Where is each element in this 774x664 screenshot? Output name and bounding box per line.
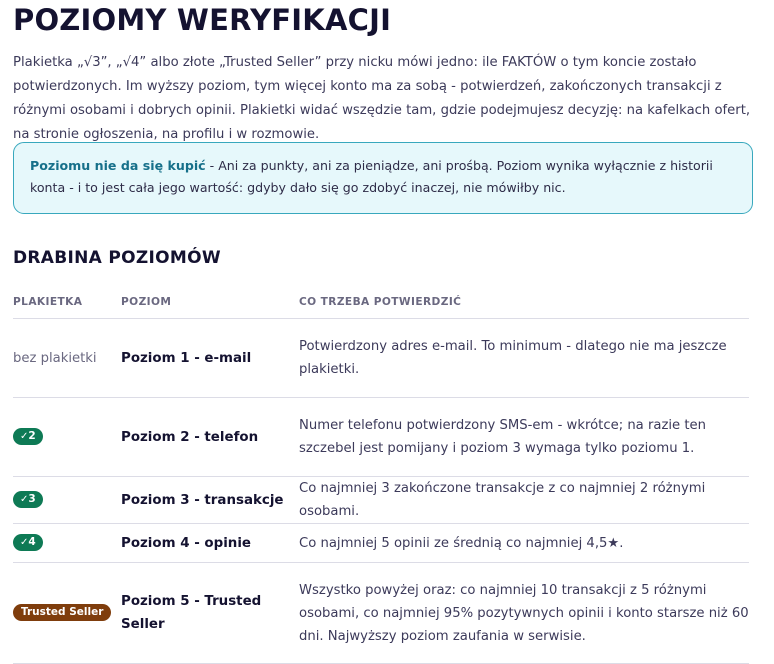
- page-title: POZIOMY WERYFIKACJI: [13, 3, 392, 37]
- level-requirement: Co najmniej 3 zakończone transakcje z co najmniej 2 różnymi osobami.: [299, 477, 749, 524]
- badge-number: 2: [28, 430, 36, 442]
- level-requirement: Co najmniej 5 opinii ze średnią co najmniej 4,5★.: [299, 524, 749, 563]
- check-icon: ✓: [20, 494, 29, 505]
- level-name: Poziom 2 - telefon: [121, 398, 299, 477]
- badge-cell: [13, 524, 121, 563]
- badge-cell: [13, 563, 121, 664]
- table-row: [13, 319, 749, 398]
- trusted-seller-badge: Trusted Seller: [13, 604, 111, 621]
- level-requirement: Potwierdzony adres e-mail. To minimum - dlatego nie ma jeszcze plakietki.: [299, 319, 749, 398]
- level-name: Poziom 3 - transakcje: [121, 477, 299, 524]
- level-requirement: Wszystko powyżej oraz: co najmniej 10 transakcji z 5 różnymi osobami, co najmniej 95% pozytywnych opinii i konto starsze niż 60 dni. Najwyższy poziom zaufania w serwisie.: [299, 563, 749, 664]
- level-name: Poziom 1 - e-mail: [121, 319, 299, 398]
- badge-number: 4: [28, 536, 36, 548]
- badge-cell: [13, 477, 121, 524]
- callout-text: - Ani za punkty, ani za pieniądze, ani prośbą. Poziom wynika wyłącznie z historii konta - i to jest cała jego wartość: gdyby dało się go zdobyć inaczej, nie mówiłby nic.: [30, 158, 713, 195]
- badge-number: 3: [28, 493, 36, 505]
- header-requirement: CO TRZEBA POTWIERDZIĆ: [299, 286, 749, 319]
- level-name: Poziom 4 - opinie: [121, 524, 299, 563]
- badge-cell: [13, 319, 121, 398]
- intro-paragraph: Plakietka „√3”, „√4” albo złote „Trusted Seller” przy nicku mówi jedno: ile FAKTÓW o tym koncie zostało potwierdzonych. Im wyższy poziom, tym więcej konto ma za sobą - potwierdzeń, zakończonych transakcji z różnymi osobami i dobrych opinii. Plakietki widać wszędzie tam, gdzie podejmujesz decyzję: na kafelkach ofert, na stronie ogłoszenia, na profilu i w rozmowie.: [13, 55, 751, 142]
- levels-table: [13, 286, 749, 664]
- table-row: [13, 563, 749, 664]
- level-requirement: Numer telefonu potwierdzony SMS-em - wkrótce; na razie ten szczebel jest pomijany i poziom 3 wymaga tylko poziomu 1.: [299, 398, 749, 477]
- table-row: [13, 524, 749, 563]
- level-badge: [13, 534, 43, 551]
- badge-cell: [13, 398, 121, 477]
- check-icon: ✓: [20, 537, 29, 548]
- level-badge: [13, 491, 43, 508]
- ladder-title: DRABINA POZIOMÓW: [13, 248, 221, 268]
- level-badge: [13, 428, 43, 445]
- level-name: Poziom 5 - Trusted Seller: [121, 563, 299, 664]
- header-badge: PLAKIETKA: [13, 286, 121, 319]
- table-row: [13, 477, 749, 524]
- check-icon: ✓: [20, 431, 29, 442]
- table-header-row: [13, 286, 749, 319]
- callout-lead: Poziomu nie da się kupić: [30, 158, 206, 173]
- info-callout: [13, 142, 753, 214]
- table-row: [13, 398, 749, 477]
- no-badge-label: bez plakietki: [13, 350, 97, 366]
- header-level: POZIOM: [121, 286, 299, 319]
